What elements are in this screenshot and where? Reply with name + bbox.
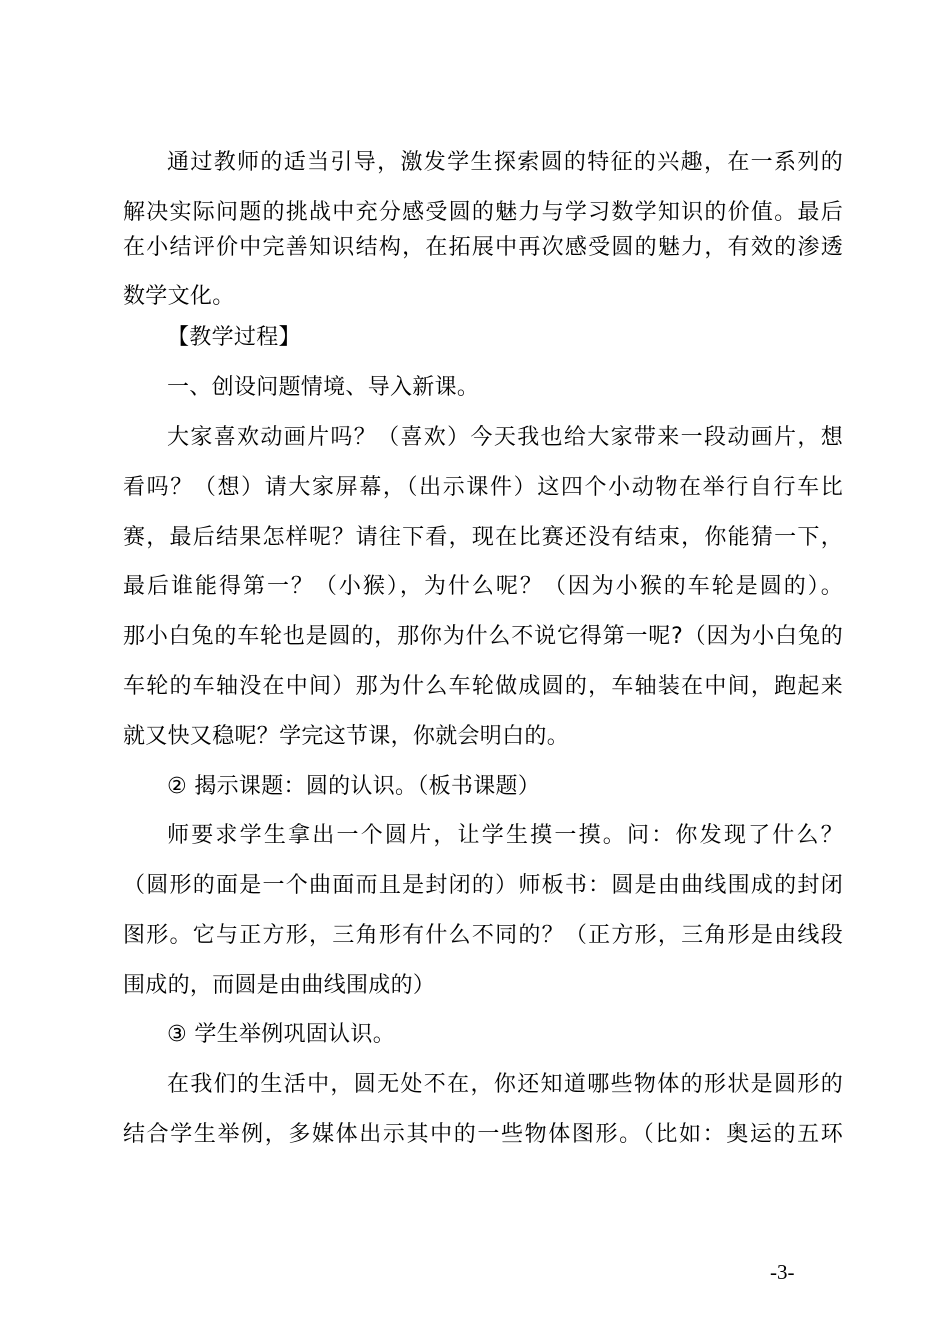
paragraph-1-line-4: 数学文化。 [123,284,235,309]
paragraph-4-line-1: 在我们的生活中，圆无处不在，你还知道哪些物体的形状是圆形的 [167,1072,843,1097]
subheading-3: ③ 学生举例巩固认识。 [167,1022,396,1047]
paragraph-1-line-1: 通过教师的适当引导，激发学生探索圆的特征的兴趣，在一系列的 [167,150,843,175]
paragraph-2-line-1: 大家喜欢动画片吗？（喜欢）今天我也给大家带来一段动画片，想 [167,425,843,450]
paragraph-1-line-3: 在小结评价中完善知识结构，在拓展中再次感受圆的魅力，有效的渗透 [123,235,843,260]
paragraph-2-line-4: 最后谁能得第一？（小猴），为什么呢？（因为小猴的车轮是圆的）。 [123,574,843,599]
page-number: -3- [770,1260,795,1284]
paragraph-4-line-2: 结合学生举例，多媒体出示其中的一些物体图形。（比如：奥运的五环 [123,1122,843,1147]
paragraph-2-line-6: 车轮的车轴没在中间）那为什么车轮做成圆的，车轴装在中间，跑起来 [123,674,843,699]
paragraph-3-line-3: 图形。它与正方形，三角形有什么不同的？（正方形，三角形是由线段 [123,923,843,948]
paragraph-1-line-2: 解决实际问题的挑战中充分感受圆的魅力与学习数学知识的价值。最后 [123,200,843,225]
paragraph-2-line-2: 看吗？（想）请大家屏幕，（出示课件）这四个小动物在举行自行车比 [123,475,843,500]
paragraph-3-line-1: 师要求学生拿出一个圆片，让学生摸一摸。问：你发现了什么？ [167,823,843,848]
paragraph-2-line-3: 赛，最后结果怎样呢？请往下看，现在比赛还没有结束，你能猜一下， [123,525,843,550]
paragraph-3-line-4: 围成的，而圆是由曲线围成的） [123,973,436,998]
paragraph-2-line-5: 那小白兔的车轮也是圆的，那你为什么不说它得第一呢?（因为小白兔的 [123,624,843,649]
paragraph-2-line-7: 就又快又稳呢？学完这节课，你就会明白的。 [123,724,570,749]
subheading-2: ② 揭示课题：圆的认识。（板书课题） [167,774,541,799]
paragraph-3-line-2: （圆形的面是一个曲面而且是封闭的）师板书：圆是由曲线围成的封闭 [123,873,843,898]
subheading-1: 一、创设问题情境、导入新课。 [167,375,480,400]
section-heading: 【教学过程】 [167,325,301,350]
